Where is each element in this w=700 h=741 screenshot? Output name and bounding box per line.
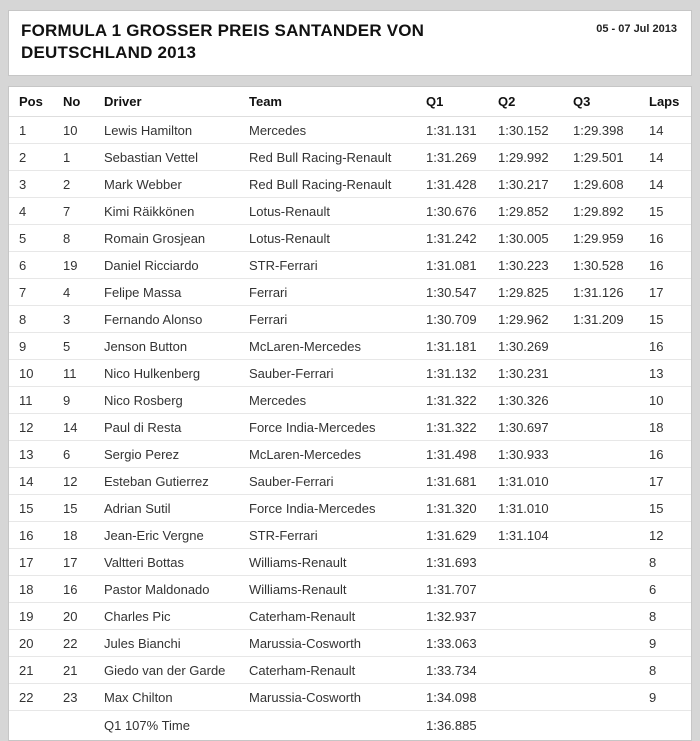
q1-cell: 1:32.937 (426, 603, 498, 630)
table-row (9, 360, 691, 387)
driver-cell: Jenson Button (104, 333, 249, 360)
team-cell: Lotus-Renault (249, 198, 426, 225)
q3-cell: 1:30.528 (573, 252, 649, 279)
column-header-driver: Driver (104, 87, 249, 117)
pos-cell: 6 (9, 252, 63, 279)
q3-cell: 1:31.126 (573, 279, 649, 306)
table-row (9, 441, 691, 468)
laps-cell: 15 (649, 495, 691, 522)
team-cell: Sauber-Ferrari (249, 360, 426, 387)
driver-cell: Pastor Maldonado (104, 576, 249, 603)
team-cell: Force India-Mercedes (249, 414, 426, 441)
no-cell: 23 (63, 684, 104, 711)
q1-cell: 1:31.269 (426, 144, 498, 171)
table-row (9, 333, 691, 360)
q3-cell (573, 576, 649, 603)
laps-cell: 6 (649, 576, 691, 603)
driver-cell: Daniel Ricciardo (104, 252, 249, 279)
laps-cell: 8 (649, 603, 691, 630)
results-table-body (9, 117, 691, 711)
pos-cell: 10 (9, 360, 63, 387)
no-cell: 14 (63, 414, 104, 441)
laps-cell: 14 (649, 171, 691, 198)
table-row (9, 306, 691, 333)
q3-cell: 1:29.892 (573, 198, 649, 225)
q2-cell: 1:30.933 (498, 441, 573, 468)
table-row (9, 684, 691, 711)
footer-empty-q2 (498, 711, 573, 741)
q3-cell (573, 468, 649, 495)
q3-cell (573, 657, 649, 684)
q2-cell: 1:31.104 (498, 522, 573, 549)
column-header-laps: Laps (649, 87, 691, 117)
qualifying-results-table (9, 87, 691, 740)
team-cell: Williams-Renault (249, 549, 426, 576)
table-row (9, 198, 691, 225)
table-row (9, 279, 691, 306)
laps-cell: 16 (649, 333, 691, 360)
pos-cell: 21 (9, 657, 63, 684)
pos-cell: 4 (9, 198, 63, 225)
driver-cell: Sergio Perez (104, 441, 249, 468)
q1-cell: 1:33.063 (426, 630, 498, 657)
laps-cell: 8 (649, 549, 691, 576)
team-cell: Red Bull Racing-Renault (249, 144, 426, 171)
q1-cell: 1:31.181 (426, 333, 498, 360)
q2-cell: 1:30.326 (498, 387, 573, 414)
no-cell: 11 (63, 360, 104, 387)
no-cell: 22 (63, 630, 104, 657)
q3-cell (573, 630, 649, 657)
footer-row (9, 711, 691, 741)
no-cell: 2 (63, 171, 104, 198)
q1-cell: 1:33.734 (426, 657, 498, 684)
no-cell: 15 (63, 495, 104, 522)
driver-cell: Adrian Sutil (104, 495, 249, 522)
team-cell: STR-Ferrari (249, 522, 426, 549)
q2-cell: 1:30.005 (498, 225, 573, 252)
table-row (9, 252, 691, 279)
driver-cell: Nico Rosberg (104, 387, 249, 414)
q1-cell: 1:30.709 (426, 306, 498, 333)
pos-cell: 20 (9, 630, 63, 657)
laps-cell: 17 (649, 468, 691, 495)
q1-cell: 1:31.322 (426, 387, 498, 414)
team-cell: McLaren-Mercedes (249, 441, 426, 468)
pos-cell: 14 (9, 468, 63, 495)
q2-cell: 1:30.269 (498, 333, 573, 360)
pos-cell: 11 (9, 387, 63, 414)
table-row (9, 117, 691, 144)
page-title: FORMULA 1 GROSSER PREIS SANTANDER VON DEUTSCHLAND 2013 (21, 21, 425, 62)
table-row (9, 603, 691, 630)
q1-cell: 1:31.320 (426, 495, 498, 522)
q3-cell: 1:31.209 (573, 306, 649, 333)
q1-cell: 1:31.681 (426, 468, 498, 495)
q1-107-percent-value: 1:36.885 (426, 711, 498, 741)
q1-cell: 1:31.693 (426, 549, 498, 576)
laps-cell: 18 (649, 414, 691, 441)
table-row (9, 144, 691, 171)
pos-cell: 3 (9, 171, 63, 198)
pos-cell: 13 (9, 441, 63, 468)
q2-cell: 1:31.010 (498, 495, 573, 522)
q1-cell: 1:31.242 (426, 225, 498, 252)
column-header-q2: Q2 (498, 87, 573, 117)
driver-cell: Romain Grosjean (104, 225, 249, 252)
column-header-no: No (63, 87, 104, 117)
q1-cell: 1:31.081 (426, 252, 498, 279)
footer-empty-q3 (573, 711, 649, 741)
table-row (9, 468, 691, 495)
q1-cell: 1:34.098 (426, 684, 498, 711)
table-row (9, 576, 691, 603)
q1-cell: 1:31.132 (426, 360, 498, 387)
team-cell: Sauber-Ferrari (249, 468, 426, 495)
driver-cell: Mark Webber (104, 171, 249, 198)
driver-cell: Felipe Massa (104, 279, 249, 306)
q3-cell: 1:29.608 (573, 171, 649, 198)
no-cell: 1 (63, 144, 104, 171)
event-header (8, 10, 692, 76)
q3-cell (573, 387, 649, 414)
laps-cell: 15 (649, 198, 691, 225)
q2-cell: 1:30.152 (498, 117, 573, 144)
pos-cell: 9 (9, 333, 63, 360)
q1-cell: 1:31.707 (426, 576, 498, 603)
q2-cell (498, 603, 573, 630)
laps-cell: 16 (649, 252, 691, 279)
q3-cell: 1:29.501 (573, 144, 649, 171)
q3-cell (573, 549, 649, 576)
laps-cell: 17 (649, 279, 691, 306)
table-row (9, 171, 691, 198)
pos-cell: 19 (9, 603, 63, 630)
team-cell: McLaren-Mercedes (249, 333, 426, 360)
table-row (9, 630, 691, 657)
driver-cell: Paul di Resta (104, 414, 249, 441)
pos-cell: 5 (9, 225, 63, 252)
no-cell: 12 (63, 468, 104, 495)
team-cell: Caterham-Renault (249, 657, 426, 684)
pos-cell: 15 (9, 495, 63, 522)
q3-cell (573, 414, 649, 441)
no-cell: 5 (63, 333, 104, 360)
q2-cell: 1:29.992 (498, 144, 573, 171)
no-cell: 9 (63, 387, 104, 414)
pos-cell: 17 (9, 549, 63, 576)
laps-cell: 12 (649, 522, 691, 549)
team-cell: Red Bull Racing-Renault (249, 171, 426, 198)
no-cell: 3 (63, 306, 104, 333)
driver-cell: Charles Pic (104, 603, 249, 630)
table-row (9, 522, 691, 549)
q3-cell (573, 495, 649, 522)
laps-cell: 10 (649, 387, 691, 414)
pos-cell: 16 (9, 522, 63, 549)
laps-cell: 14 (649, 144, 691, 171)
driver-cell: Giedo van der Garde (104, 657, 249, 684)
driver-cell: Max Chilton (104, 684, 249, 711)
pos-cell: 12 (9, 414, 63, 441)
table-row (9, 387, 691, 414)
team-cell: Mercedes (249, 117, 426, 144)
column-header-q3: Q3 (573, 87, 649, 117)
driver-cell: Esteban Gutierrez (104, 468, 249, 495)
no-cell: 8 (63, 225, 104, 252)
team-cell: Ferrari (249, 306, 426, 333)
column-header-team: Team (249, 87, 426, 117)
q2-cell: 1:30.223 (498, 252, 573, 279)
results-panel (8, 86, 692, 741)
q2-cell: 1:30.697 (498, 414, 573, 441)
no-cell: 19 (63, 252, 104, 279)
driver-cell: Kimi Räikkönen (104, 198, 249, 225)
q3-cell: 1:29.398 (573, 117, 649, 144)
q2-cell: 1:30.231 (498, 360, 573, 387)
team-cell: Williams-Renault (249, 576, 426, 603)
driver-cell: Sebastian Vettel (104, 144, 249, 171)
laps-cell: 13 (649, 360, 691, 387)
table-row (9, 549, 691, 576)
q3-cell (573, 522, 649, 549)
q3-cell (573, 360, 649, 387)
no-cell: 10 (63, 117, 104, 144)
q2-cell (498, 549, 573, 576)
driver-cell: Jules Bianchi (104, 630, 249, 657)
laps-cell: 14 (649, 117, 691, 144)
no-cell: 21 (63, 657, 104, 684)
pos-cell: 22 (9, 684, 63, 711)
table-header-row (9, 87, 691, 117)
q1-cell: 1:31.131 (426, 117, 498, 144)
event-date-range: 05 - 07 Jul 2013 (596, 23, 677, 35)
laps-cell: 16 (649, 225, 691, 252)
team-cell: Mercedes (249, 387, 426, 414)
q3-cell (573, 441, 649, 468)
no-cell: 20 (63, 603, 104, 630)
table-row (9, 414, 691, 441)
q1-cell: 1:31.428 (426, 171, 498, 198)
column-header-q1: Q1 (426, 87, 498, 117)
no-cell: 7 (63, 198, 104, 225)
pos-cell: 18 (9, 576, 63, 603)
no-cell: 18 (63, 522, 104, 549)
laps-cell: 8 (649, 657, 691, 684)
pos-cell: 8 (9, 306, 63, 333)
team-cell: STR-Ferrari (249, 252, 426, 279)
q3-cell (573, 333, 649, 360)
q1-cell: 1:30.547 (426, 279, 498, 306)
column-header-pos: Pos (9, 87, 63, 117)
q2-cell: 1:31.010 (498, 468, 573, 495)
table-row (9, 657, 691, 684)
footer-empty-no (63, 711, 104, 741)
laps-cell: 9 (649, 684, 691, 711)
q3-cell: 1:29.959 (573, 225, 649, 252)
q1-cell: 1:30.676 (426, 198, 498, 225)
no-cell: 4 (63, 279, 104, 306)
team-cell: Caterham-Renault (249, 603, 426, 630)
footer-empty-team (249, 711, 426, 741)
q2-cell (498, 630, 573, 657)
q3-cell (573, 603, 649, 630)
table-row (9, 495, 691, 522)
team-cell: Ferrari (249, 279, 426, 306)
q2-cell: 1:30.217 (498, 171, 573, 198)
footer-empty-laps (649, 711, 691, 741)
driver-cell: Jean-Eric Vergne (104, 522, 249, 549)
laps-cell: 15 (649, 306, 691, 333)
driver-cell: Valtteri Bottas (104, 549, 249, 576)
pos-cell: 2 (9, 144, 63, 171)
team-cell: Marussia-Cosworth (249, 684, 426, 711)
q3-cell (573, 684, 649, 711)
no-cell: 17 (63, 549, 104, 576)
team-cell: Force India-Mercedes (249, 495, 426, 522)
q2-cell: 1:29.962 (498, 306, 573, 333)
q1-cell: 1:31.322 (426, 414, 498, 441)
pos-cell: 1 (9, 117, 63, 144)
pos-cell: 7 (9, 279, 63, 306)
q1-107-percent-label: Q1 107% Time (104, 711, 249, 741)
driver-cell: Lewis Hamilton (104, 117, 249, 144)
driver-cell: Fernando Alonso (104, 306, 249, 333)
q2-cell: 1:29.825 (498, 279, 573, 306)
q1-cell: 1:31.498 (426, 441, 498, 468)
laps-cell: 16 (649, 441, 691, 468)
q2-cell (498, 684, 573, 711)
q2-cell: 1:29.852 (498, 198, 573, 225)
team-cell: Marussia-Cosworth (249, 630, 426, 657)
no-cell: 16 (63, 576, 104, 603)
table-row (9, 225, 691, 252)
team-cell: Lotus-Renault (249, 225, 426, 252)
driver-cell: Nico Hulkenberg (104, 360, 249, 387)
footer-empty-pos (9, 711, 63, 741)
q2-cell (498, 576, 573, 603)
q2-cell (498, 657, 573, 684)
laps-cell: 9 (649, 630, 691, 657)
no-cell: 6 (63, 441, 104, 468)
q1-cell: 1:31.629 (426, 522, 498, 549)
